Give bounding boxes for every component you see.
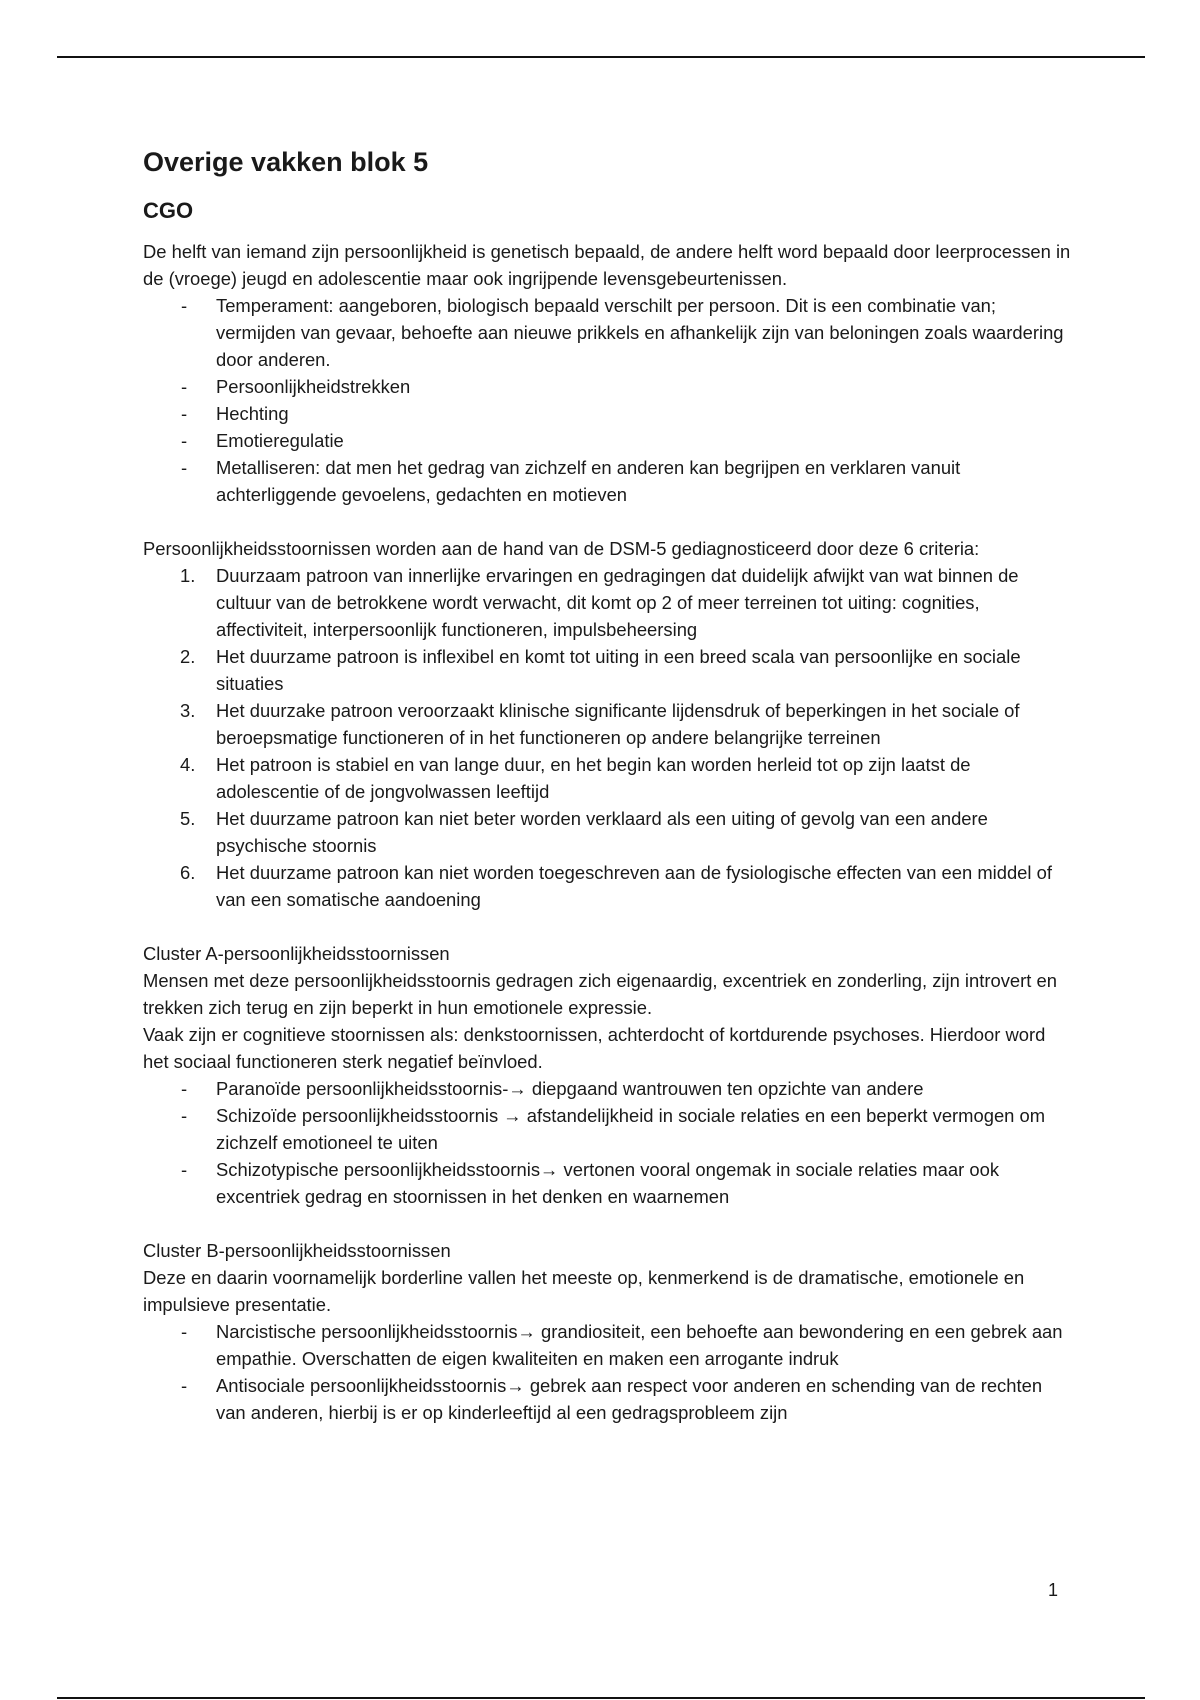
dash-marker: -	[181, 1105, 188, 1126]
list-item-text: Het duurzame patroon is inflexibel en komt tot uiting in een breed scala van persoonlijke en sociale situaties	[216, 646, 1021, 694]
list-item-text: Temperament: aangeboren, biologisch bepaald verschilt per persoon. Dit is een combinatie van; vermijden van gevaar, behoefte aan nieuwe prikkels en afhankelijk zijn van beloningen zoals waardering door anderen.	[216, 295, 1064, 370]
footer-rule	[57, 1697, 1145, 1699]
list-number: 4.	[180, 754, 196, 775]
section-heading: CGO	[143, 198, 194, 223]
dash-marker: -	[181, 295, 188, 316]
list-item	[143, 697, 1073, 751]
intro-paragraph: De helft van iemand zijn persoonlijkheid is genetisch bepaald, de andere helft word bepaald door leerprocessen in de (vroege) jeugd en adolescentie maar ook ingrijpende levensgebeurtenissen.	[143, 241, 1071, 289]
list-item	[143, 454, 1073, 508]
list-item	[143, 643, 1073, 697]
list-item	[143, 1318, 1073, 1372]
list-item	[143, 373, 1073, 400]
list-item	[143, 805, 1073, 859]
list-number: 6.	[180, 862, 196, 883]
list-item	[143, 292, 1073, 373]
dash-marker: -	[181, 1159, 188, 1180]
header-rule	[57, 56, 1145, 58]
spacer	[143, 913, 1073, 940]
list-item-text: Het patroon is stabiel en van lange duur, en het begin kan worden herleid tot op zijn laatst de adolescentie of de jongvolwassen leeftijd	[216, 754, 971, 802]
list-item-text: Paranoïde persoonlijkheidsstoornis-→ diepgaand wantrouwen ten opzichte van andere	[216, 1078, 924, 1099]
criteria-list	[143, 562, 1073, 913]
cluster-b-paragraph: Deze en daarin voornamelijk borderline vallen het meeste op, kenmerkend is de dramatische, emotionele en impulsieve presentatie.	[143, 1267, 1025, 1315]
cluster-b-heading: Cluster B-persoonlijkheidsstoornissen	[143, 1240, 451, 1261]
list-number: 3.	[180, 700, 196, 721]
list-item-text: Emotieregulatie	[216, 430, 344, 451]
cluster-a-heading: Cluster A-persoonlijkheidsstoornissen	[143, 943, 450, 964]
list-item	[143, 1075, 1073, 1102]
list-item	[143, 400, 1073, 427]
list-item-text: Het duurzame patroon kan niet worden toegeschreven aan de fysiologische effecten van een middel of van een somatische aandoening	[216, 862, 1052, 910]
dash-marker: -	[181, 1321, 188, 1342]
list-item	[143, 1156, 1073, 1210]
list-item	[143, 562, 1073, 643]
list-item-text: Hechting	[216, 403, 289, 424]
list-item	[143, 859, 1073, 913]
dash-marker: -	[181, 457, 188, 478]
list-number: 1.	[180, 565, 196, 586]
intro-list	[143, 292, 1073, 508]
list-item	[143, 1102, 1073, 1156]
list-item	[143, 427, 1073, 454]
list-item-text: Narcistische persoonlijkheidsstoornis→ grandiositeit, een behoefte aan bewondering en een gebrek aan empathie. Overschatten de eigen kwaliteiten en maken een arrogante indruk	[216, 1321, 1063, 1369]
list-item-text: Het duurzame patroon kan niet beter worden verklaard als een uiting of gevolg van een andere psychische stoornis	[216, 808, 988, 856]
spacer	[143, 1210, 1073, 1237]
cluster-a-paragraph: Vaak zijn er cognitieve stoornissen als: denkstoornissen, achterdocht of kortdurende psychoses. Hierdoor word het sociaal functioneren sterk negatief beïnvloed.	[143, 1024, 1046, 1072]
list-item	[143, 751, 1073, 805]
list-number: 2.	[180, 646, 196, 667]
dash-marker: -	[181, 376, 188, 397]
dash-marker: -	[181, 1078, 188, 1099]
spacer	[143, 508, 1073, 535]
list-item-text: Het duurzake patroon veroorzaakt klinische significante lijdensdruk of beperkingen in het sociale of beroepsmatige functioneren of in het functioneren op andere belangrijke terreinen	[216, 700, 1020, 748]
criteria-intro: Persoonlijkheidsstoornissen worden aan de hand van de DSM-5 gediagnosticeerd door deze 6 criteria:	[143, 538, 980, 559]
list-item-text: Persoonlijkheidstrekken	[216, 376, 411, 397]
document-title: Overige vakken blok 5	[143, 147, 429, 177]
list-item-text: Duurzaam patroon van innerlijke ervaringen en gedragingen dat duidelijk afwijkt van wat binnen de cultuur van de betrokkene wordt verwacht, dit komt op 2 of meer terreinen tot uiting: cognities, affectiviteit, interpersoonlijk functioneren, impulsbeheersing	[216, 565, 1019, 640]
list-number: 5.	[180, 808, 196, 829]
page-number: 1	[1048, 1580, 1059, 1600]
cluster-a-list	[143, 1075, 1073, 1210]
dash-marker: -	[181, 403, 188, 424]
cluster-b-list	[143, 1318, 1073, 1426]
list-item	[143, 1372, 1073, 1426]
cluster-a-paragraph: Mensen met deze persoonlijkheidsstoornis gedragen zich eigenaardig, excentriek en zonderling, zijn introvert en trekken zich terug en zijn beperkt in hun emotionele expressie.	[143, 970, 1057, 1018]
list-item-text: Antisociale persoonlijkheidsstoornis→ gebrek aan respect voor anderen en schending van de rechten van anderen, hierbij is er op kinderleeftijd al een gedragsprobleem zijn	[216, 1375, 1043, 1423]
list-item-text: Metalliseren: dat men het gedrag van zichzelf en anderen kan begrijpen en verklaren vanuit achterliggende gevoelens, gedachten en motieven	[216, 457, 961, 505]
list-item-text: Schizoïde persoonlijkheidsstoornis → afstandelijkheid in sociale relaties en een beperkt vermogen om zichzelf emotioneel te uiten	[216, 1105, 1046, 1153]
document-body	[143, 142, 1073, 1426]
dash-marker: -	[181, 430, 188, 451]
list-item-text: Schizotypische persoonlijkheidsstoornis→ vertonen vooral ongemak in sociale relaties maar ook excentriek gedrag en stoornissen in het denken en waarnemen	[216, 1159, 1000, 1207]
dash-marker: -	[181, 1375, 188, 1396]
